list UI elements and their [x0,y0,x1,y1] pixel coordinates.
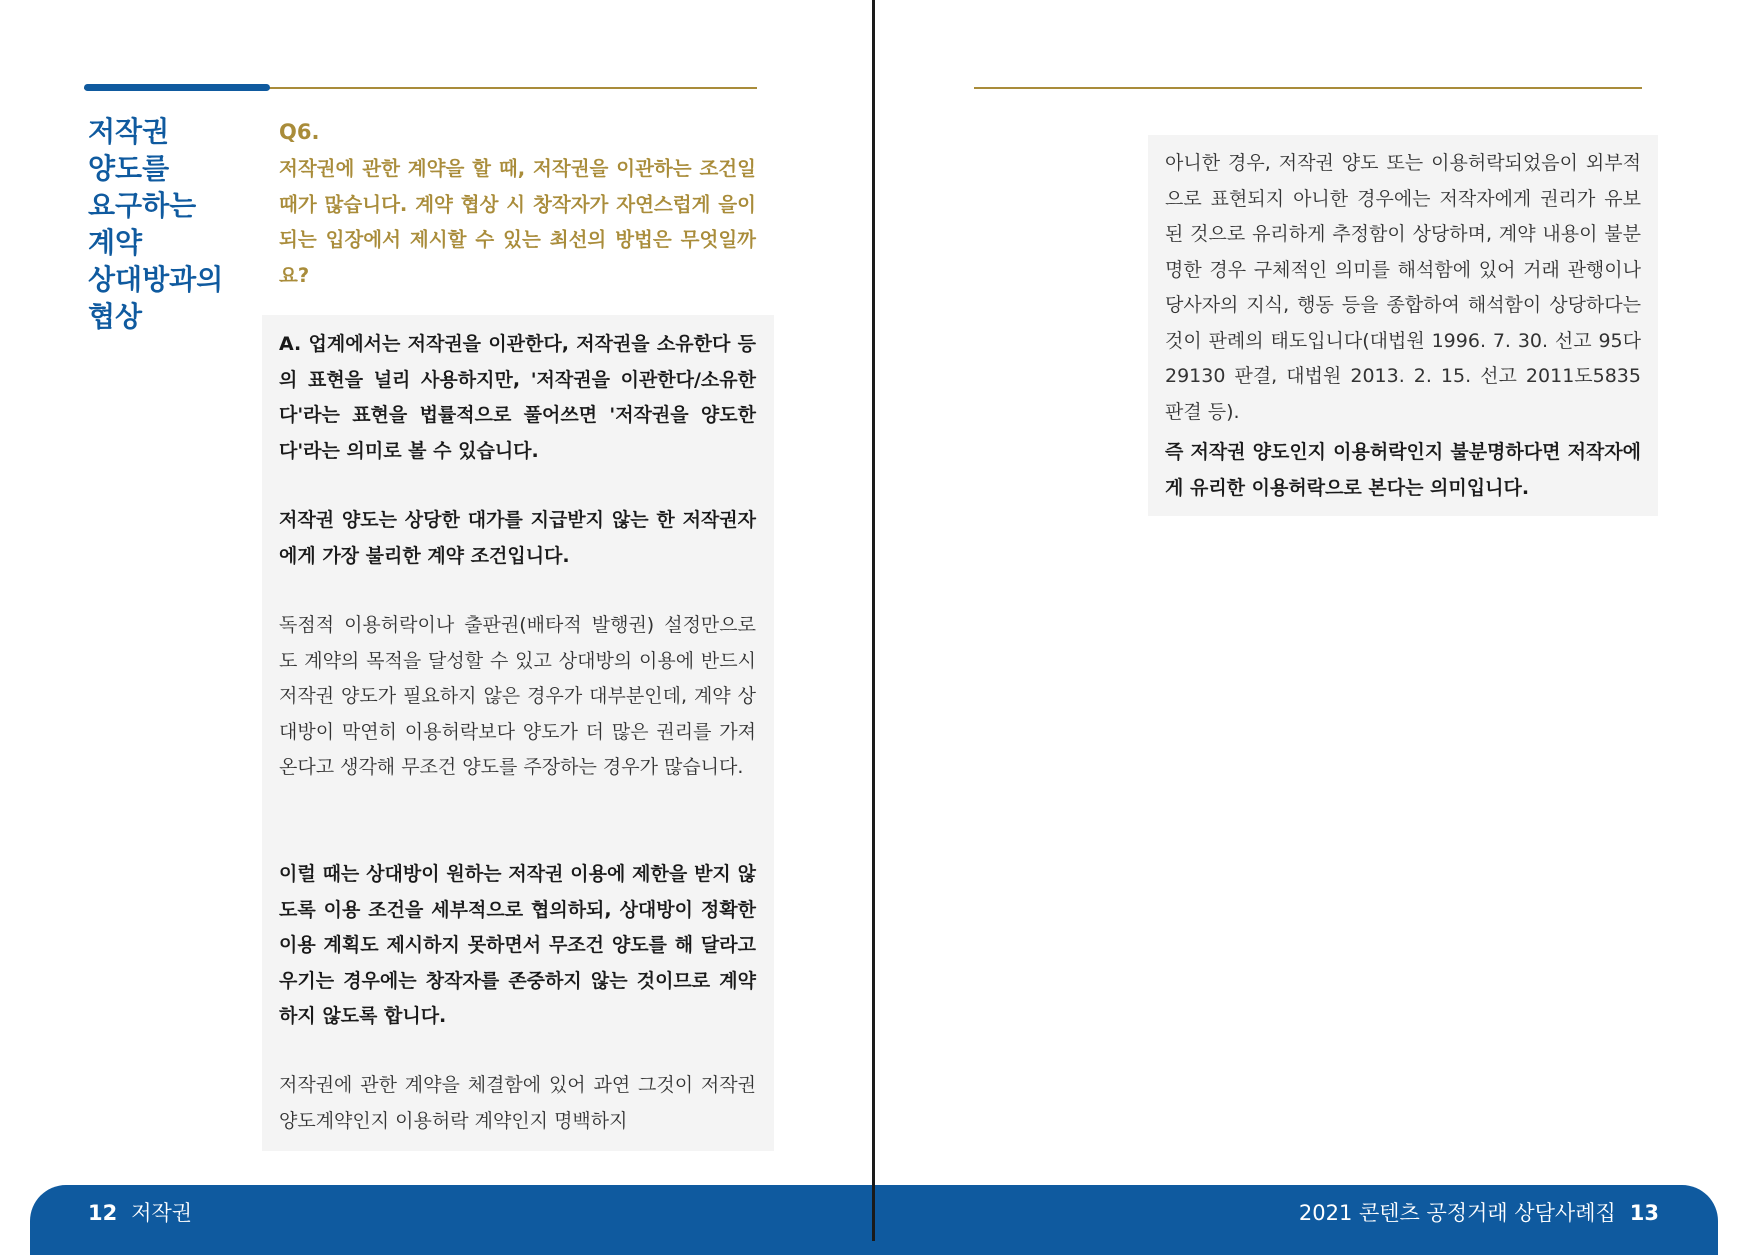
page-number-left: 12 [88,1201,118,1225]
section-title-line: 협상 [88,300,143,333]
left-page [0,0,873,1241]
section-title-line: 양도를 [88,152,170,185]
answer-paragraph: A. 업계에서는 저작권을 이관한다, 저작권을 소유한다 등의 표현을 널리 사용하지만, '저작권을 이관한다/소유한다'라는 표현을 법률적으로 풀어쓰면 '저작권을 양도한다'라는 의미로 볼 수 있습니다. [279,333,756,462]
footer-spine [872,1185,875,1241]
section-title [88,113,268,335]
answer-paragraph: 독점적 이용허락이나 출판권(배타적 발행권) 설정만으로도 계약의 목적을 달성할 수 있고 상대방의 이용에 반드시 저작권 양도가 필요하지 않은 경우가 대부분인데, 계약 상대방이 막연히 이용허락보다 양도가 더 많은 권리를 가져온다고 생각해 무조건 양도를 주장하는 경우가 많습니다. [279,614,756,778]
question-number: Q6. [279,120,320,144]
footer-chapter-label: 저작권 [131,1201,193,1225]
answer-paragraph: 아니한 경우, 저작권 양도 또는 이용허락되었음이 외부적으로 표현되지 아니한 경우에는 저작자에게 권리가 유보된 것으로 유리하게 추정함이 상당하며, 계약 내용이 불분명한 경우 구체적인 의미를 해석함에 있어 거래 관행이나 당사자의 지식, 행동 등을 종합하여 해석함이 상당하다는 것이 판례의 태도입니다(대법원 1996. 7. 30. 선고 95다29130 판결, 대법원 2013. 2. 15. 선고 2011도5835 판결 등). [1165,152,1641,423]
section-title-line: 저작권 [88,115,170,148]
top-rule-accent [84,84,270,91]
answer-paragraph: 저작권 양도는 상당한 대가를 지급받지 않는 한 저작권자에게 가장 불리한 계약 조건입니다. [279,509,756,567]
question-text: 저작권에 관한 계약을 할 때, 저작권을 이관하는 조건일 때가 많습니다. 계약 협상 시 창작자가 자연스럽게 을이 되는 입장에서 제시할 수 있는 최선의 방법은 무엇일까요? [279,157,756,287]
page-spine [872,0,875,1241]
answer-paragraph: 즉 저작권 양도인지 이용허락인지 불분명하다면 저작자에게 유리한 이용허락으로 본다는 의미입니다. [1165,441,1641,499]
section-title-line: 요구하는 [88,189,197,222]
section-title-line: 상대방과의 [88,263,224,296]
section-title-line: 계약 [88,226,143,259]
footer-book-title: 2021 콘텐츠 공정거래 상담사례집 [1298,1201,1616,1225]
footer-right [1299,1197,1659,1227]
top-rule [974,87,1642,89]
answer-paragraph: 저작권에 관한 계약을 체결함에 있어 과연 그것이 저작권 양도계약인지 이용허락 계약인지 명백하지 [279,1074,756,1132]
answer-paragraph: 이럴 때는 상대방이 원하는 저작권 이용에 제한을 받지 않도록 이용 조건을 세부적으로 협의하되, 상대방이 정확한 이용 계획도 제시하지 못하면서 무조건 양도를 해 달라고 우기는 경우에는 창작자를 존중하지 않는 것이므로 계약하지 않도록 합니다. [279,863,756,1027]
footer-left [88,1197,192,1227]
page-number-right: 13 [1629,1201,1659,1225]
